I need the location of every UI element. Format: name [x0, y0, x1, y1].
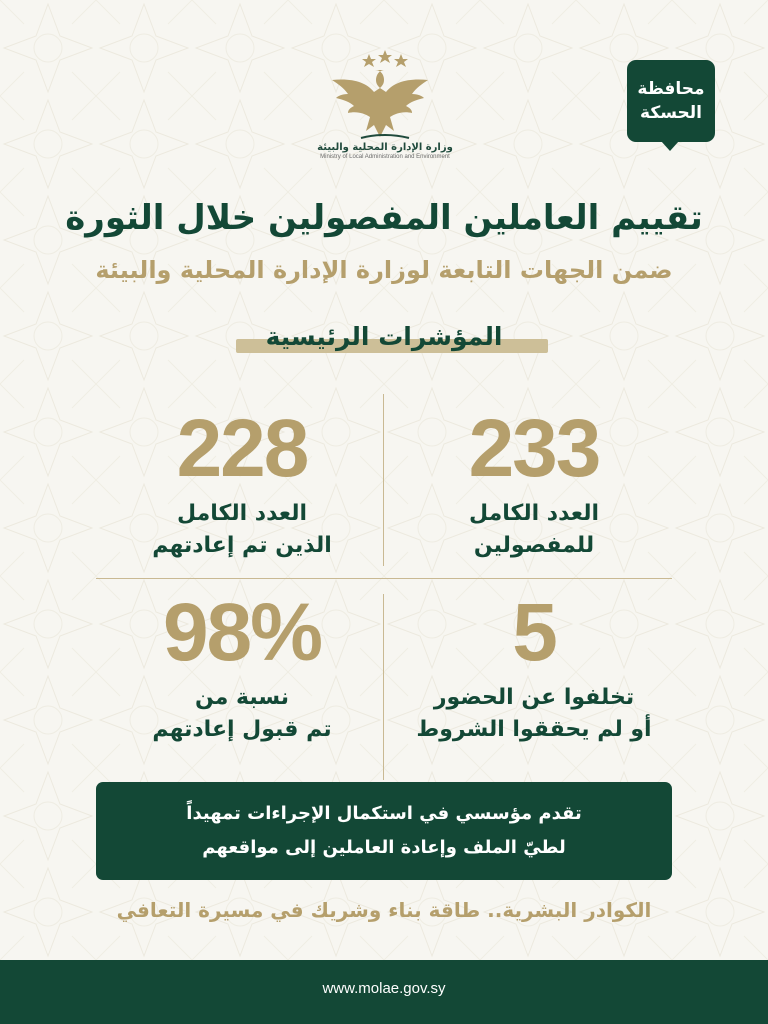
section-title-text: المؤشرات الرئيسية: [265, 322, 503, 351]
stat-total-returned: [92, 404, 392, 562]
stat-label-line-2: تم قبول إعادتهم: [152, 717, 332, 742]
stat-label-line-1: العدد الكامل: [469, 501, 599, 526]
stat-label-line-2: الذين تم إعادتهم: [152, 533, 332, 558]
stat-label-line-1: نسبة من: [194, 685, 290, 710]
stat-absent-or-ineligible: [384, 588, 684, 746]
stat-label-line-1: تخلفوا عن الحضور: [433, 685, 635, 710]
ministry-logo: [300, 48, 470, 178]
stat-label-line-2: أو لم يحققوا الشروط: [416, 717, 652, 742]
ministry-name-arabic: وزارة الإدارة المحلية والبيئة: [317, 142, 453, 153]
badge-line-1: محافظة: [637, 79, 705, 99]
progress-message-line-1: تقدم مؤسسي في استكمال الإجراءات تمهيداً: [186, 803, 582, 824]
stat-acceptance-rate: [92, 588, 392, 746]
stat-value: 233: [468, 403, 600, 494]
stat-label-line-1: العدد الكامل: [177, 501, 307, 526]
section-title: [40, 322, 728, 351]
progress-message-box: [96, 782, 672, 880]
stat-value: 228: [176, 403, 308, 494]
stat-value: 5: [512, 587, 556, 678]
ministry-name-english: Ministry of Local Administration and Environment: [320, 154, 450, 160]
governorate-badge: [627, 60, 715, 142]
stat-total-dismissed: [384, 404, 684, 562]
eagle-emblem-icon: [325, 48, 445, 142]
badge-line-2: الحسكة: [640, 103, 702, 123]
stat-label-line-2: للمفصولين: [473, 533, 595, 558]
page-title: تقييم العاملين المفصولين خلال الثورة: [65, 198, 703, 238]
progress-message-line-2: لطيّ الملف وإعادة العاملين إلى مواقعهم: [202, 837, 566, 858]
page-subtitle: ضمن الجهات التابعة لوزارة الإدارة المحلية والبيئة: [95, 256, 673, 284]
divider-horizontal: [96, 578, 672, 579]
stat-value: 98%: [162, 587, 322, 678]
tagline: الكوادر البشرية.. طاقة بناء وشريك في مسيرة التعافي: [116, 898, 652, 922]
footer-website-link[interactable]: www.molae.gov.sy: [322, 980, 446, 997]
footer-bar: [0, 960, 768, 1024]
